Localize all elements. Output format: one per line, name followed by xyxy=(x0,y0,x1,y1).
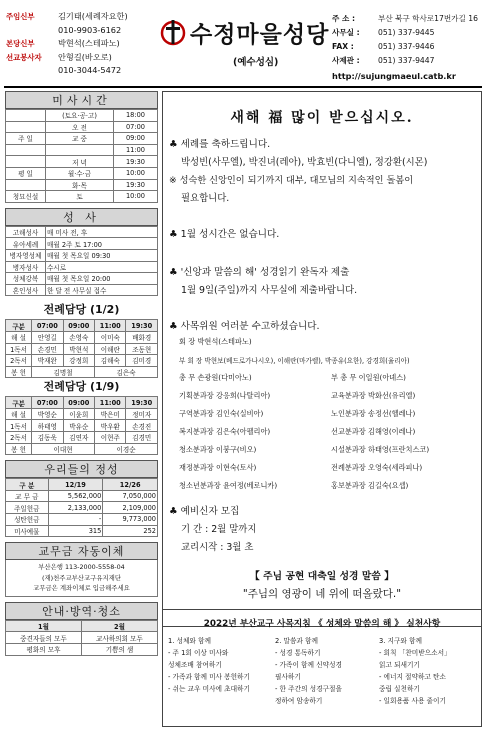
offering-cell: 성탄헌금 xyxy=(6,514,49,526)
mass-cell xyxy=(6,156,46,168)
altar-cell: 이해란 xyxy=(95,343,126,355)
offering-cell: 7,050,000 xyxy=(103,490,158,502)
contact-label: 사제관 : xyxy=(332,56,360,65)
offering-cell: 12/19 xyxy=(48,479,103,491)
altar-cell: 1독서 xyxy=(6,343,32,355)
sacrament-cell: 유아세례 xyxy=(6,238,46,250)
mass-cell: 월·수·금 xyxy=(46,167,114,179)
altar-cell: 하태영 xyxy=(32,420,63,432)
staff-label: 본당신부 xyxy=(6,39,35,49)
altar-cell: 19:30 xyxy=(126,320,158,332)
committee-member: 청소년분과장 윤여정(베로니카) xyxy=(179,481,278,490)
staff-value: 김기태(세례자요한) xyxy=(58,11,128,21)
sacrament-cell: 매월 첫 목요일 09:30 xyxy=(46,249,158,261)
baptism-title: ♣ 세례를 축하드립니다. xyxy=(169,139,271,150)
altar-cell: 이대현 xyxy=(32,443,95,455)
altar-cell: 강정희 xyxy=(63,355,94,367)
mass-cell: 07:00 xyxy=(114,121,158,133)
catechumen-period: 기 간 : 2월 말까지 xyxy=(181,524,257,535)
catechumen-start: 교리시작 : 3월 초 xyxy=(181,542,254,553)
mass-cell: 교 중 xyxy=(46,133,114,145)
bible-reading-title: ♣ '신앙과 말씀의 해' 성경읽기 완독자 제출 xyxy=(169,267,350,278)
altar-cell: 해 설 xyxy=(6,331,32,343)
mass-cell: 18:00 xyxy=(114,110,158,122)
guideline-column xyxy=(379,635,451,707)
mass-cell: (토요·공·고) xyxy=(46,110,114,122)
mass-cell xyxy=(6,110,46,122)
staff-value: 010-3044-5472 xyxy=(58,65,122,76)
committee-member: 시설분과장 하태영(프란치스코) xyxy=(331,445,430,454)
guide-heading: 안내·방역·청소 xyxy=(5,602,158,620)
guideline-line: 2. 말씀과 함께 xyxy=(275,637,318,645)
sacrament-cell: 성체강복 xyxy=(6,273,46,285)
offering-cell: 12/26 xyxy=(103,479,158,491)
sacrament-cell: 매월 2주 토 17:00 xyxy=(46,238,158,250)
transfer-line: (재)천주교부산교구유지재단 xyxy=(41,573,122,582)
transfer-line: 부산은행 113-2000-5558-04 xyxy=(38,563,125,572)
committee-thanks: ♣ 사목위원 여러분 수고하셨습니다. xyxy=(169,321,320,332)
mass-cell xyxy=(6,121,46,133)
committee-member: 청소분과장 이붕구(비오) xyxy=(179,445,257,454)
offering-cell: 2,133,000 xyxy=(48,502,103,514)
transfer-box xyxy=(5,560,158,597)
scripture-text: "주님의 영광이 네 위에 떠올랐다." xyxy=(242,588,402,600)
mass-heading: 미사시간 xyxy=(5,91,158,109)
guideline-line: - 성경 통독하기 xyxy=(275,649,321,657)
mass-cell: 10:00 xyxy=(114,167,158,179)
mass-cell: 평 일 xyxy=(6,167,46,179)
mass-cell: 오 전 xyxy=(46,121,114,133)
transfer-line: 교무금은 계좌이체로 입금해주세요 xyxy=(33,584,130,593)
offering-table xyxy=(5,478,158,537)
catechumen-title: ♣ 예비신자 모집 xyxy=(169,506,240,517)
altar-cell: 정미자 xyxy=(126,408,158,420)
committee-member: 재정분과장 이현숙(토사) xyxy=(179,463,257,472)
mass-cell: 09:00 xyxy=(114,133,158,145)
altar2-table xyxy=(5,396,158,455)
baptism-names: 박성빈(사무엘), 박진녀(레아), 박효빈(다니엘), 정강환(시몬) xyxy=(181,157,428,168)
altar-cell: 1독서 xyxy=(6,420,32,432)
altar-cell: 김동욱 xyxy=(32,432,63,444)
altar-cell: 이현주 xyxy=(95,432,126,444)
altar-cell: 김해숙 xyxy=(95,355,126,367)
staff-value: 안형길(바오로) xyxy=(58,51,112,62)
scripture-heading: 【 주님 공현 대축일 성경 말씀 】 xyxy=(249,571,395,582)
altar-cell: 구분 xyxy=(6,397,32,409)
staff-label: 주임신부 xyxy=(6,12,35,21)
mass-cell: 주 일 xyxy=(6,133,46,145)
sacrament-cell: 수시로 xyxy=(46,261,158,273)
mass-cell: 토 xyxy=(46,191,114,203)
altar-cell: 09:00 xyxy=(63,397,94,409)
staff-value: 박현석(스테파노) xyxy=(58,38,120,49)
altar-cell: 조동현 xyxy=(126,343,158,355)
staff-value: 010-9903-6162 xyxy=(58,24,122,35)
altar-cell: 김경민 xyxy=(126,432,158,444)
offering-cell: 교 무 금 xyxy=(6,490,49,502)
altar-cell: 배화경 xyxy=(126,331,158,343)
contact-label: 주 소 : xyxy=(332,14,355,23)
mass-cell xyxy=(6,179,46,191)
altar-cell: 손경진 xyxy=(126,420,158,432)
guideline-line: 정하여 암송하기 xyxy=(275,697,323,705)
header-divider xyxy=(4,86,482,88)
altar-cell: 박은미 xyxy=(95,408,126,420)
mass-cell: 11:00 xyxy=(114,144,158,156)
offering-cell: 주일헌금 xyxy=(6,502,49,514)
altar-cell: 박현석 xyxy=(63,343,94,355)
sacrament-cell: 고해성사 xyxy=(6,226,46,238)
sacrament-cell: 한 달 전 사무실 접수 xyxy=(46,284,158,296)
guide-cell: 교사하의회 모두 xyxy=(82,632,158,644)
altar-cell: 19:30 xyxy=(126,397,158,409)
committee-member: 부 총 무 이일원(아녜스) xyxy=(331,373,406,382)
guide-cell: 평화의 모후 xyxy=(6,643,82,655)
sacrament-cell: 병자성사 xyxy=(6,261,46,273)
holy-hour-notice: ♣ 1월 성시간은 없습니다. xyxy=(169,229,280,240)
guideline-line: - 주 1회 이상 미사와 xyxy=(168,649,229,657)
parish-title: 수정마을성당 xyxy=(190,22,330,48)
mass-table xyxy=(5,109,158,203)
transfer-heading: 교무금 자동이체 xyxy=(5,542,158,560)
pastoral-guidelines xyxy=(162,609,482,727)
altar-cell: 09:00 xyxy=(63,320,94,332)
offering-cell: 315 xyxy=(48,525,103,537)
altar-cell: 이미숙 xyxy=(95,331,126,343)
staff-list xyxy=(6,10,128,78)
offering-cell: 252 xyxy=(103,525,158,537)
offering-cell: 미사예물 xyxy=(6,525,49,537)
contact-value: 051) 337-9446 xyxy=(378,42,435,51)
altar-cell: 손영숙 xyxy=(63,331,94,343)
altar-cell: 박유순 xyxy=(63,420,94,432)
baptism-note: ※ 성숙한 신앙인이 되기까지 대부, 대모님의 지속적인 돌봄이 xyxy=(169,175,414,186)
altar-cell: 손경민 xyxy=(32,343,63,355)
altar-cell: 11:00 xyxy=(95,397,126,409)
committee-member: 회 장 박현석(스테파노) xyxy=(179,337,252,346)
sacrament-cell: 매월 첫 목요일 20:00 xyxy=(46,273,158,285)
guidelines-title: 2022년 부산교구 사목지침 《 성체와 말씀의 해 》 실천사항 xyxy=(203,619,441,629)
staff-label: 선교봉사자 xyxy=(6,52,42,62)
offering-cell: 5,562,000 xyxy=(48,490,103,502)
offering-cell: 2,109,000 xyxy=(103,502,158,514)
contact-label: 사무실 : xyxy=(332,28,360,37)
guideline-line: 필사하기 xyxy=(275,673,301,681)
sacrament-cell: 매 미사 전, 후 xyxy=(46,226,158,238)
baptism-note: 필요합니다. xyxy=(181,193,230,204)
contact-list xyxy=(332,12,478,68)
left-column xyxy=(5,91,158,656)
altar-cell: 07:00 xyxy=(32,397,63,409)
contact-value: 051) 337-9447 xyxy=(378,56,435,65)
altar-cell: 07:00 xyxy=(32,320,63,332)
church-logo-icon xyxy=(160,18,186,46)
mass-cell: 청묘신설 xyxy=(6,191,46,203)
committee-member: 총 무 손광원(다미아노) xyxy=(179,373,252,382)
mass-cell xyxy=(46,144,114,156)
committee-member: 노인분과장 송정선(헬레나) xyxy=(331,409,416,418)
sacrament-heading: 성 사 xyxy=(5,208,158,226)
guideline-line: - 쉬는 교우 미사에 초대하기 xyxy=(168,685,250,693)
guideline-line: 중립 실천하기 xyxy=(379,685,420,693)
guide-cell: 1월 xyxy=(6,620,82,632)
altar-cell: 김연자 xyxy=(63,432,94,444)
committee-member: 부 회 장 박현보(베드로가나시오), 이해란(마가렐), 박종유(요한), 강경희(율리아) xyxy=(179,357,410,365)
guideline-line: - 회칙 「찬미받으소서」 xyxy=(379,649,451,657)
altar-cell: 김미경 xyxy=(126,355,158,367)
altar-cell: 김은숙 xyxy=(95,366,158,378)
guideline-line: - 가족이 함께 신약성경 xyxy=(275,661,342,669)
mass-cell: 저 녁 xyxy=(46,156,114,168)
altar-cell: 구분 xyxy=(6,320,32,332)
contact-label: FAX : xyxy=(332,42,354,51)
contact-value: 부산 북구 학사로17번가길 16 xyxy=(378,14,478,23)
guideline-line: - 일회용품 사용 줄이기 xyxy=(379,697,446,705)
parish-subtitle: (예수성심) xyxy=(233,57,279,68)
altar1-heading: 전례담당 (1/2) xyxy=(5,301,158,319)
website-link[interactable]: http://sujungmaeul.catb.kr xyxy=(332,71,456,81)
altar-cell: 해 설 xyxy=(6,408,32,420)
committee-member: 기획분과장 강응희(나탈리아) xyxy=(179,391,271,400)
guideline-column xyxy=(275,635,342,707)
scripture-phrase xyxy=(162,568,482,601)
mass-cell: 19:30 xyxy=(114,179,158,191)
guideline-line: 읽고 되새기기 xyxy=(379,661,420,669)
guideline-line: - 한 주간의 성경구절을 xyxy=(275,685,342,693)
contact-value: 051) 337-9445 xyxy=(378,28,435,37)
offering-heading: 우리들의 정성 xyxy=(5,460,158,478)
guideline-column xyxy=(168,635,250,695)
guide-cell: 2월 xyxy=(82,620,158,632)
sacrament-table xyxy=(5,226,158,297)
bulletin-header xyxy=(0,0,487,88)
guideline-line: 성체조배 참여하기 xyxy=(168,661,222,669)
altar1-table xyxy=(5,319,158,378)
guideline-line: 1. 성체와 함께 xyxy=(168,637,211,645)
altar2-heading: 전례담당 (1/9) xyxy=(5,378,158,396)
mass-cell: 19:30 xyxy=(114,156,158,168)
committee-member: 선교분과장 김해영(이레나) xyxy=(331,427,416,436)
guideline-line: 3. 지구와 함께 xyxy=(379,637,422,645)
committee-member: 구역분과장 김인숙(실비아) xyxy=(179,409,264,418)
altar-cell: 2독서 xyxy=(6,355,32,367)
guideline-line: - 에너지 절약하고 탄소 xyxy=(379,673,446,681)
altar-cell: 11:00 xyxy=(95,320,126,332)
offering-cell: - xyxy=(48,514,103,526)
guide-cell: 중견자들의 모두 xyxy=(6,632,82,644)
altar-cell: 이경순 xyxy=(95,443,158,455)
committee-member: 전례분과장 오영숙(세라피나) xyxy=(331,463,423,472)
altar-cell: 2독서 xyxy=(6,432,32,444)
mass-cell xyxy=(6,144,46,156)
offering-cell: 9,773,000 xyxy=(103,514,158,526)
new-year-greeting: 새해 福 많이 받으십시오. xyxy=(230,110,414,126)
altar-cell: 이윤희 xyxy=(63,408,94,420)
altar-cell: 박영순 xyxy=(32,408,63,420)
announcements-box xyxy=(162,91,482,627)
bible-reading-detail: 1월 9일(주일)까지 사무실에 제출바랍니다. xyxy=(181,285,358,296)
sacrament-cell: 혼인성사 xyxy=(6,284,46,296)
guideline-line: - 가족과 함께 미사 봉헌하기 xyxy=(168,673,250,681)
guide-cell: 기쁨의 샘 xyxy=(82,643,158,655)
guide-table xyxy=(5,620,158,656)
mass-cell: 화·목 xyxy=(46,179,114,191)
altar-cell: 안영길 xyxy=(32,331,63,343)
offering-cell: 구 분 xyxy=(6,479,49,491)
committee-member: 복지분과장 김은숙(아펠리아) xyxy=(179,427,271,436)
altar-cell: 봉 헌 xyxy=(6,443,32,455)
sacrament-cell: 병자영성체 xyxy=(6,249,46,261)
altar-cell: 박재완 xyxy=(32,355,63,367)
mass-cell: 10:00 xyxy=(114,191,158,203)
altar-cell: 박우환 xyxy=(95,420,126,432)
committee-member: 교육분과장 박화선(유리엘) xyxy=(331,391,416,400)
altar-cell: 봉 헌 xyxy=(6,366,32,378)
altar-cell: 김명철 xyxy=(32,366,95,378)
committee-member: 홍보분과장 김길숙(요셉) xyxy=(331,481,409,490)
